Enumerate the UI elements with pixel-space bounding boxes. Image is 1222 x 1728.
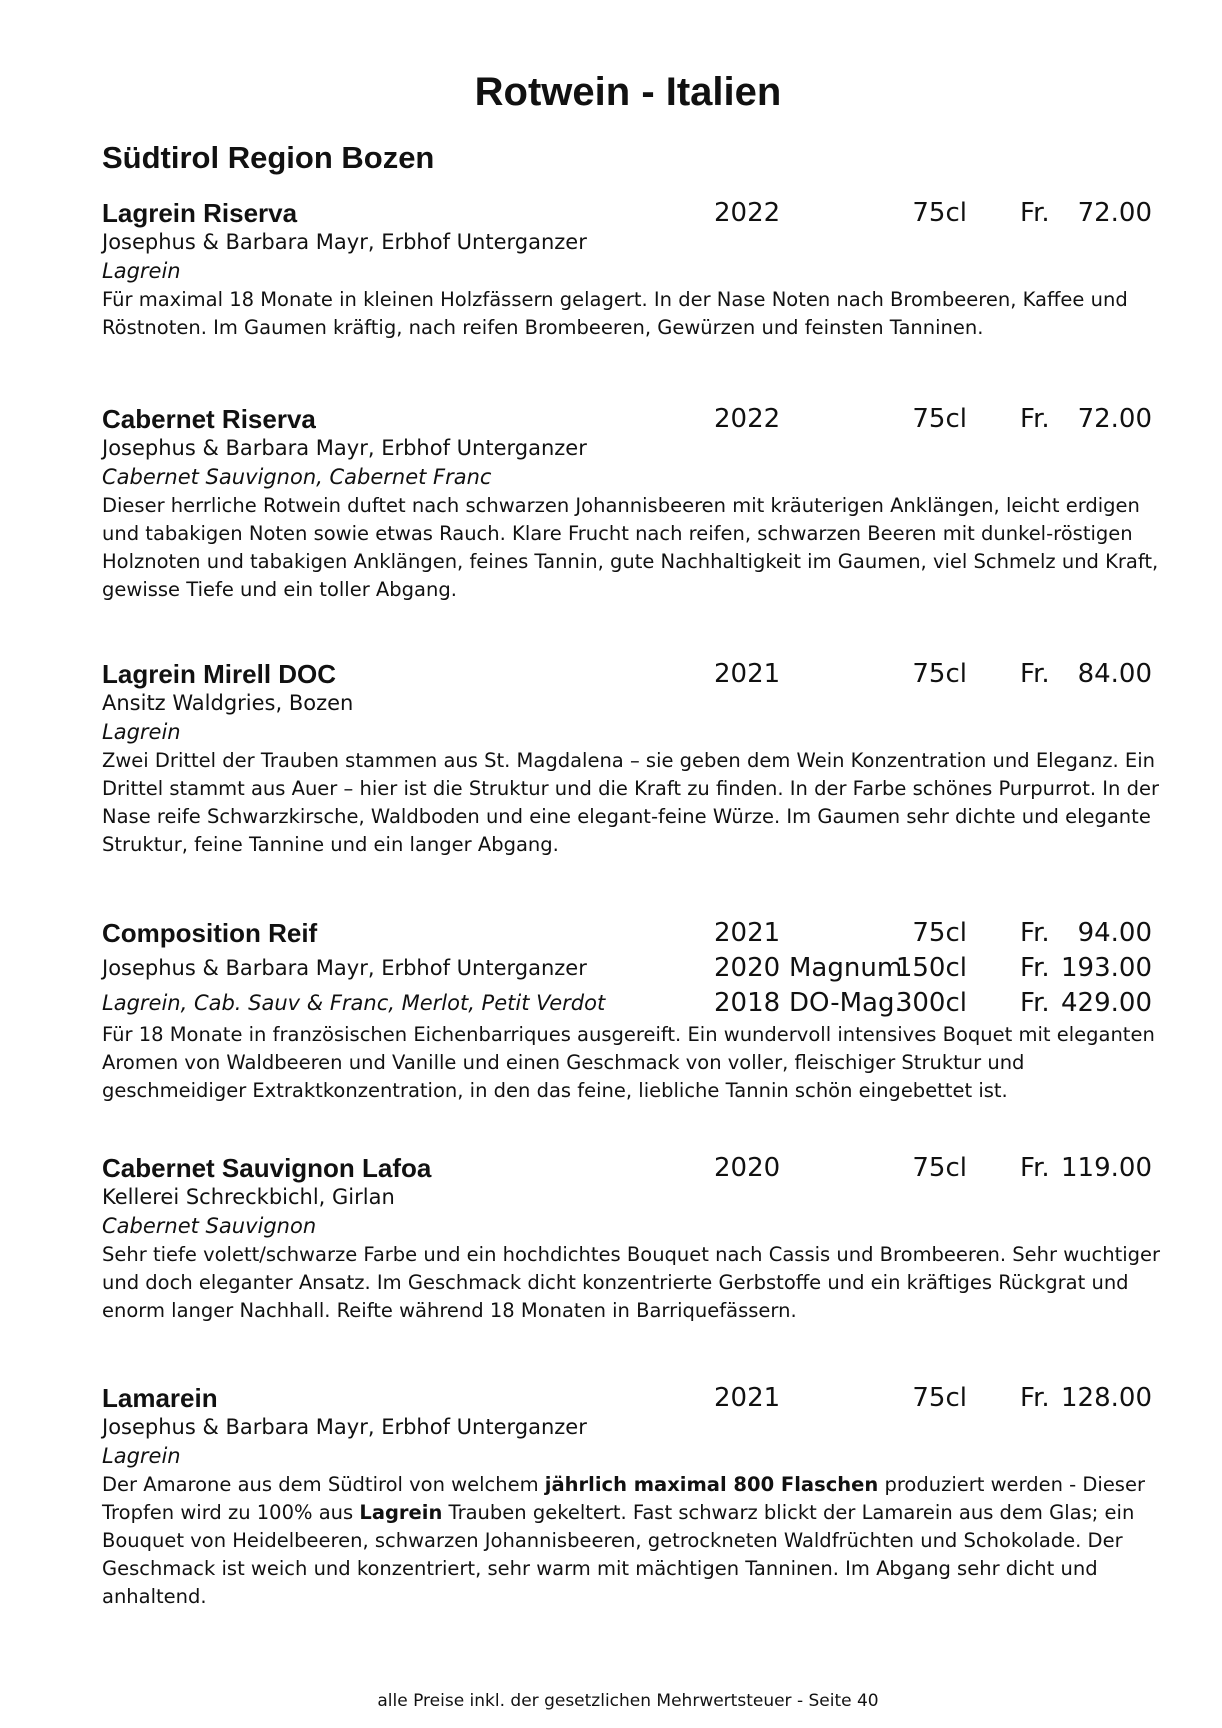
wine-entry-lamarein: [102, 1384, 1152, 1611]
wine-grape: Cabernet Sauvignon: [102, 1214, 317, 1238]
format-name: DO-Mag.: [789, 988, 903, 1018]
wine-currency: Fr.: [1020, 404, 1050, 434]
wine-year: 2022: [714, 404, 781, 434]
description-text: Trauben gekeltert. Fast schwarz blickt der Lamarein aus dem Glas; ein Bouquet von Heidelbeeren, schwarzen Johannisbeeren, getrockneten Waldfrüchten und Schokolade. Der Geschmack ist weich und konzentriert, sehr warm mit mächtigen Tanninen. Im Abgang sehr dicht und anhaltend.: [102, 1501, 1135, 1608]
wine-description: Zwei Drittel der Trauben stammen aus St. Magdalena – sie geben dem Wein Konzentration und Eleganz. Ein Drittel stammt aus Auer – hier ist die Struktur und die Kraft zu finden. In der Farbe schönes Purpurrot. In der Nase reife Schwarzkirsche, Waldboden und eine elegant-feine Würze. Im Gaumen sehr dichte und elegante Struktur, feine Tannine und ein langer Abgang.: [102, 749, 1159, 856]
wine-header-row: [102, 660, 1152, 689]
wine-header-row: [102, 1154, 1152, 1183]
region-title: Südtirol Region Bozen: [102, 140, 435, 175]
wine-price: 72.00: [1077, 404, 1152, 434]
wine-format-row: [102, 951, 1152, 986]
wine-grape: Cabernet Sauvignon, Cabernet Franc: [102, 465, 492, 489]
wine-name: Lamarein: [102, 1383, 218, 1413]
format-year: 2020: [714, 953, 781, 983]
wine-name: Cabernet Sauvignon Lafoa: [102, 1153, 432, 1183]
wine-entry-cabernet-sauvignon-lafoa: [102, 1153, 1161, 1325]
wine-currency: Fr.: [1020, 1153, 1050, 1183]
wine-volume: 75cl: [912, 404, 967, 434]
wine-header-row: [102, 916, 1152, 951]
format-currency: Fr.: [1020, 953, 1050, 983]
wine-currency: Fr.: [1020, 918, 1050, 948]
description-text: produziert werden - Dieser Tropfen wird zu 100% aus: [102, 1473, 1145, 1524]
wine-producer: Kellerei Schreckbichl, Girlan: [102, 1185, 395, 1209]
wine-producer: Josephus & Barbara Mayr, Erbhof Unterganzer: [102, 956, 587, 980]
wine-year: 2021: [714, 918, 781, 948]
wine-header-row: [102, 1384, 1152, 1413]
format-currency: Fr.: [1020, 988, 1050, 1018]
wine-year: 2021: [714, 659, 781, 689]
wine-year: 2022: [714, 198, 781, 228]
wine-price: 119.00: [1061, 1153, 1152, 1183]
wine-entry-lagrein-mirell: [102, 659, 1159, 859]
wine-currency: Fr.: [1020, 198, 1050, 228]
wine-name: Composition Reif: [102, 918, 318, 948]
wine-producer: Josephus & Barbara Mayr, Erbhof Unterganzer: [102, 230, 587, 254]
wine-description: Für maximal 18 Monate in kleinen Holzfässern gelagert. In der Nase Noten nach Brombeeren, Kaffee und Röstnoten. Im Gaumen kräftig, nach reifen Brombeeren, Gewürzen und feinsten Tanninen.: [102, 288, 1128, 339]
wine-year: 2021: [714, 1383, 781, 1413]
description-highlight: jährlich maximal 800 Flaschen: [544, 1473, 879, 1496]
format-volume: 300cl: [895, 988, 967, 1018]
wine-producer: Josephus & Barbara Mayr, Erbhof Unterganzer: [102, 1415, 587, 1439]
wine-price: 72.00: [1077, 198, 1152, 228]
format-price: 429.00: [1061, 988, 1152, 1018]
wine-producer: Ansitz Waldgries, Bozen: [102, 691, 354, 715]
wine-entry-lagrein-riserva: [102, 199, 1152, 342]
wine-entry-cabernet-riserva: [102, 404, 1159, 604]
wine-description: Dieser herrliche Rotwein duftet nach schwarzen Johannisbeeren mit kräuterigen Anklängen, leicht erdigen und tabakigen Noten sowie etwas Rauch. Klare Frucht nach reifen, schwarzen Beeren mit dunkel-röstigen Holznoten und tabakigen Anklängen, feines Tannin, gute Nachhaltigkeit im Gaumen, viel Schmelz und Kraft, gewisse Tiefe und ein toller Abgang.: [102, 494, 1159, 601]
format-name: Magnum: [789, 953, 903, 983]
wine-producer: Josephus & Barbara Mayr, Erbhof Unterganzer: [102, 436, 587, 460]
wine-format-row: [102, 986, 1152, 1021]
wine-header-row: [102, 405, 1152, 434]
format-year: 2018: [714, 988, 781, 1018]
wine-volume: 75cl: [912, 659, 967, 689]
wine-price: 128.00: [1061, 1383, 1152, 1413]
description-highlight: Lagrein: [359, 1501, 443, 1524]
wine-volume: 75cl: [912, 918, 967, 948]
wine-name: Lagrein Riserva: [102, 198, 298, 228]
wine-volume: 75cl: [912, 1383, 967, 1413]
format-volume: 150cl: [895, 953, 967, 983]
format-price: 193.00: [1061, 953, 1152, 983]
wine-price: 84.00: [1077, 659, 1152, 689]
wine-name: Lagrein Mirell DOC: [102, 659, 337, 689]
wine-grape: Lagrein: [102, 259, 181, 283]
wine-description: Sehr tiefe volett/schwarze Farbe und ein hochdichtes Bouquet nach Cassis und Brombeeren. Sehr wuchtiger und doch eleganter Ansatz. Im Geschmack dicht konzentrierte Gerbstoffe und ein kräftiges Rückgrat und enorm langer Nachhall. Reifte während 18 Monaten in Barriquefässern.: [102, 1243, 1161, 1322]
wine-grape: Lagrein: [102, 1444, 181, 1468]
wine-grape: Lagrein: [102, 720, 181, 744]
wine-entry-composition-reif: [102, 916, 1155, 1105]
wine-currency: Fr.: [1020, 1383, 1050, 1413]
description-text: Der Amarone aus dem Südtirol von welchem: [102, 1473, 545, 1496]
wine-name: Cabernet Riserva: [102, 404, 316, 434]
wine-volume: 75cl: [912, 198, 967, 228]
wine-header-row: [102, 199, 1152, 228]
wine-description: Für 18 Monate in französischen Eichenbarriques ausgereift. Ein wundervoll intensives Boquet mit eleganten Aromen von Waldbeeren und Vanille und einen Geschmack von voller, fleischiger Struktur und geschmeidiger Extraktkonzentration, in den das feine, liebliche Tannin schön eingebettet ist.: [102, 1023, 1155, 1102]
wine-currency: Fr.: [1020, 659, 1050, 689]
wine-volume: 75cl: [912, 1153, 967, 1183]
page-footer: alle Preise inkl. der gesetzlichen Mehrwertsteuer - Seite 40: [377, 1691, 879, 1711]
wine-year: 2020: [714, 1153, 781, 1183]
wine-description: [102, 1471, 1162, 1611]
wine-grape: Lagrein, Cab. Sauv & Franc, Merlot, Petit Verdot: [102, 991, 606, 1015]
wine-price: 94.00: [1077, 918, 1152, 948]
page-title: Rotwein - Italien: [474, 70, 782, 114]
